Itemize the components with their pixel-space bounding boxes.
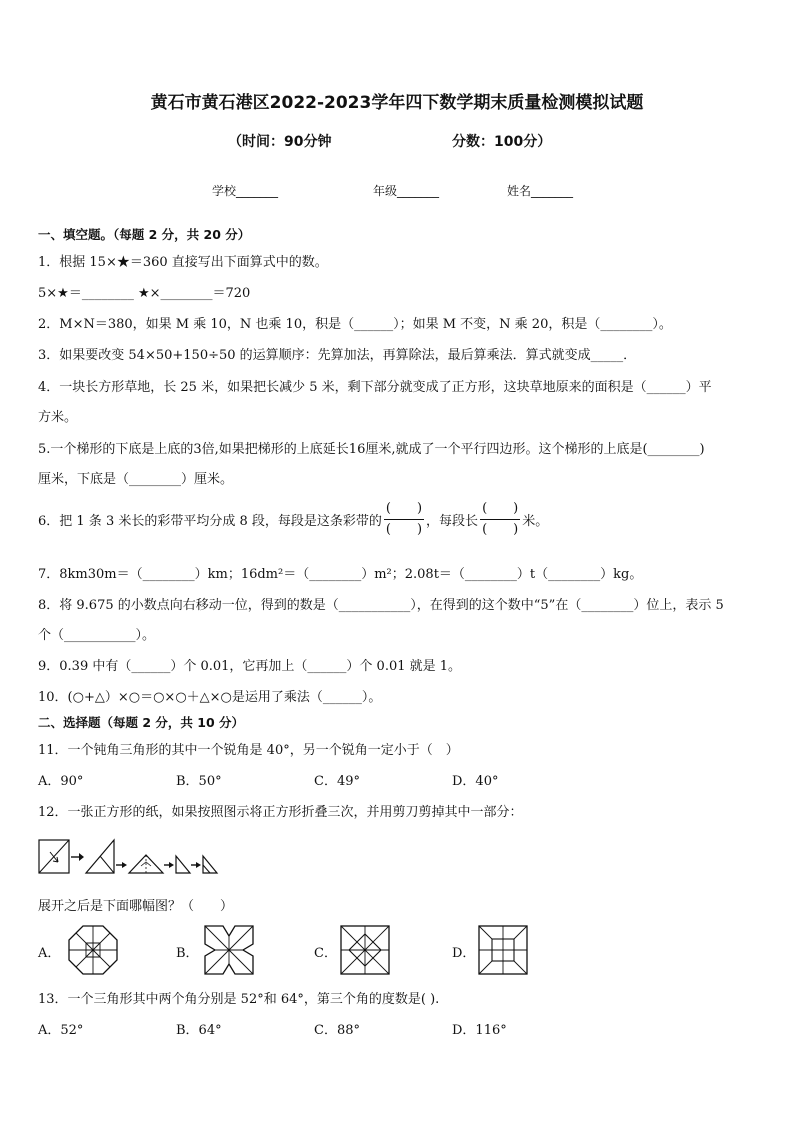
- question-3: 3．如果要改变 54×50+150÷50 的运算顺序：先算加法，再算除法，最后算乘法．算式就变成_____．: [38, 348, 637, 363]
- q11-option-c: C．49°: [314, 774, 360, 789]
- question-4: 4．一块长方形草地，长 25 米，如果把长减少 5 米，剩下部分就变成了正方形，这块草地原来的面积是（______）平: [38, 380, 712, 395]
- question-5: 5.一个梯形的下底是上底的3倍,如果把梯形的上底延长16厘米,就成了一个平行四边形。这个梯形的上底是(________): [38, 442, 705, 457]
- q12-option-d-figure: [477, 924, 529, 976]
- question-10: 10．(○+△）×○＝○×○＋△×○是运用了乘法（______）。: [38, 690, 382, 705]
- fraction-blank-2: [480, 499, 520, 540]
- q13-option-c: C．88°: [314, 1023, 360, 1038]
- fraction-2-denominator: ( ): [482, 522, 519, 537]
- q12-option-d: D．: [452, 946, 476, 961]
- fraction-2-numerator: ( ): [480, 499, 520, 520]
- question-6-text: 6．把 1 条 3 米长的彩带平均分成 8 段，每段是这条彩带的: [38, 514, 382, 529]
- q11-option-b: B．50°: [176, 774, 222, 789]
- q13-option-d: D．116°: [452, 1023, 507, 1038]
- q12-option-b: B．: [176, 946, 199, 961]
- section-1-heading: 一、填空题。（每题 2 分，共 20 分）: [38, 227, 251, 242]
- question-13: 13．一个三角形其中两个角分别是 52°和 64°，第三个角的度数是( ).: [38, 992, 440, 1007]
- fraction-1-numerator: ( ): [384, 499, 424, 520]
- q12-option-c: C．: [314, 946, 337, 961]
- q12-option-c-figure: [339, 924, 391, 976]
- question-8: 8．将 9.675 的小数点向右移动一位，得到的数是（___________），在得到的这个数中“5”在（________）位上，表示 5: [38, 598, 724, 613]
- question-6: [38, 499, 548, 540]
- question-11: 11．一个钝角三角形的其中一个锐角是 40°，另一个锐角一定小于（ ）: [38, 743, 459, 758]
- q12-option-a: A．: [38, 946, 61, 961]
- exam-score: 分数：100分）: [452, 134, 552, 150]
- q13-option-a: A．52°: [38, 1023, 84, 1038]
- school-field: 学校_______: [212, 184, 279, 198]
- fraction-blank-1: [384, 499, 424, 540]
- q12-option-a-figure: [67, 924, 119, 976]
- question-2: 2．M×N＝380，如果 M 乘 10，N 也乘 10，积是（______）；如果 M 不变，N 乘 20，积是（________）。: [38, 317, 672, 332]
- grade-field: 年级_______: [373, 184, 440, 198]
- question-9: 9．0.39 中有（______）个 0.01，它再加上（______）个 0.01 就是 1。: [38, 659, 462, 674]
- q12-option-b-figure: [203, 924, 255, 976]
- q11-option-a: A．90°: [38, 774, 84, 789]
- exam-time: （时间：90分钟: [228, 134, 332, 150]
- question-1-expressions: 5×★＝________ ★×________＝720: [38, 286, 251, 301]
- question-4-cont: 方米。: [38, 410, 78, 425]
- question-8-cont: 个（___________）。: [38, 628, 156, 643]
- question-7: 7．8km30m＝（________）km；16dm²＝（________）m²；2.08t＝（________）t（________）kg。: [38, 567, 643, 582]
- folding-sequence-figure: [38, 838, 220, 878]
- page-title: 黄石市黄石港区2022-2023学年四下数学期末质量检测模拟试题: [150, 93, 644, 113]
- question-1: 1．根据 15×★＝360 直接写出下面算式中的数。: [38, 255, 328, 270]
- question-12-prompt: 展开之后是下面哪幅图？（ ）: [38, 899, 234, 914]
- question-6-text-2: ，每段长: [426, 514, 479, 529]
- fraction-1-denominator: ( ): [385, 522, 423, 537]
- q13-option-b: B．64°: [176, 1023, 222, 1038]
- question-12: 12．一张正方形的纸，如果按照图示将正方形折叠三次，并用剪刀剪掉其中一部分：: [38, 805, 523, 820]
- name-field: 姓名_______: [507, 184, 574, 198]
- question-5-cont: 厘米，下底是（________）厘米。: [38, 472, 234, 487]
- section-2-heading: 二、选择题（每题 2 分，共 10 分）: [38, 715, 245, 730]
- q11-option-d: D．40°: [452, 774, 499, 789]
- question-6-text-3: 米。: [522, 514, 549, 529]
